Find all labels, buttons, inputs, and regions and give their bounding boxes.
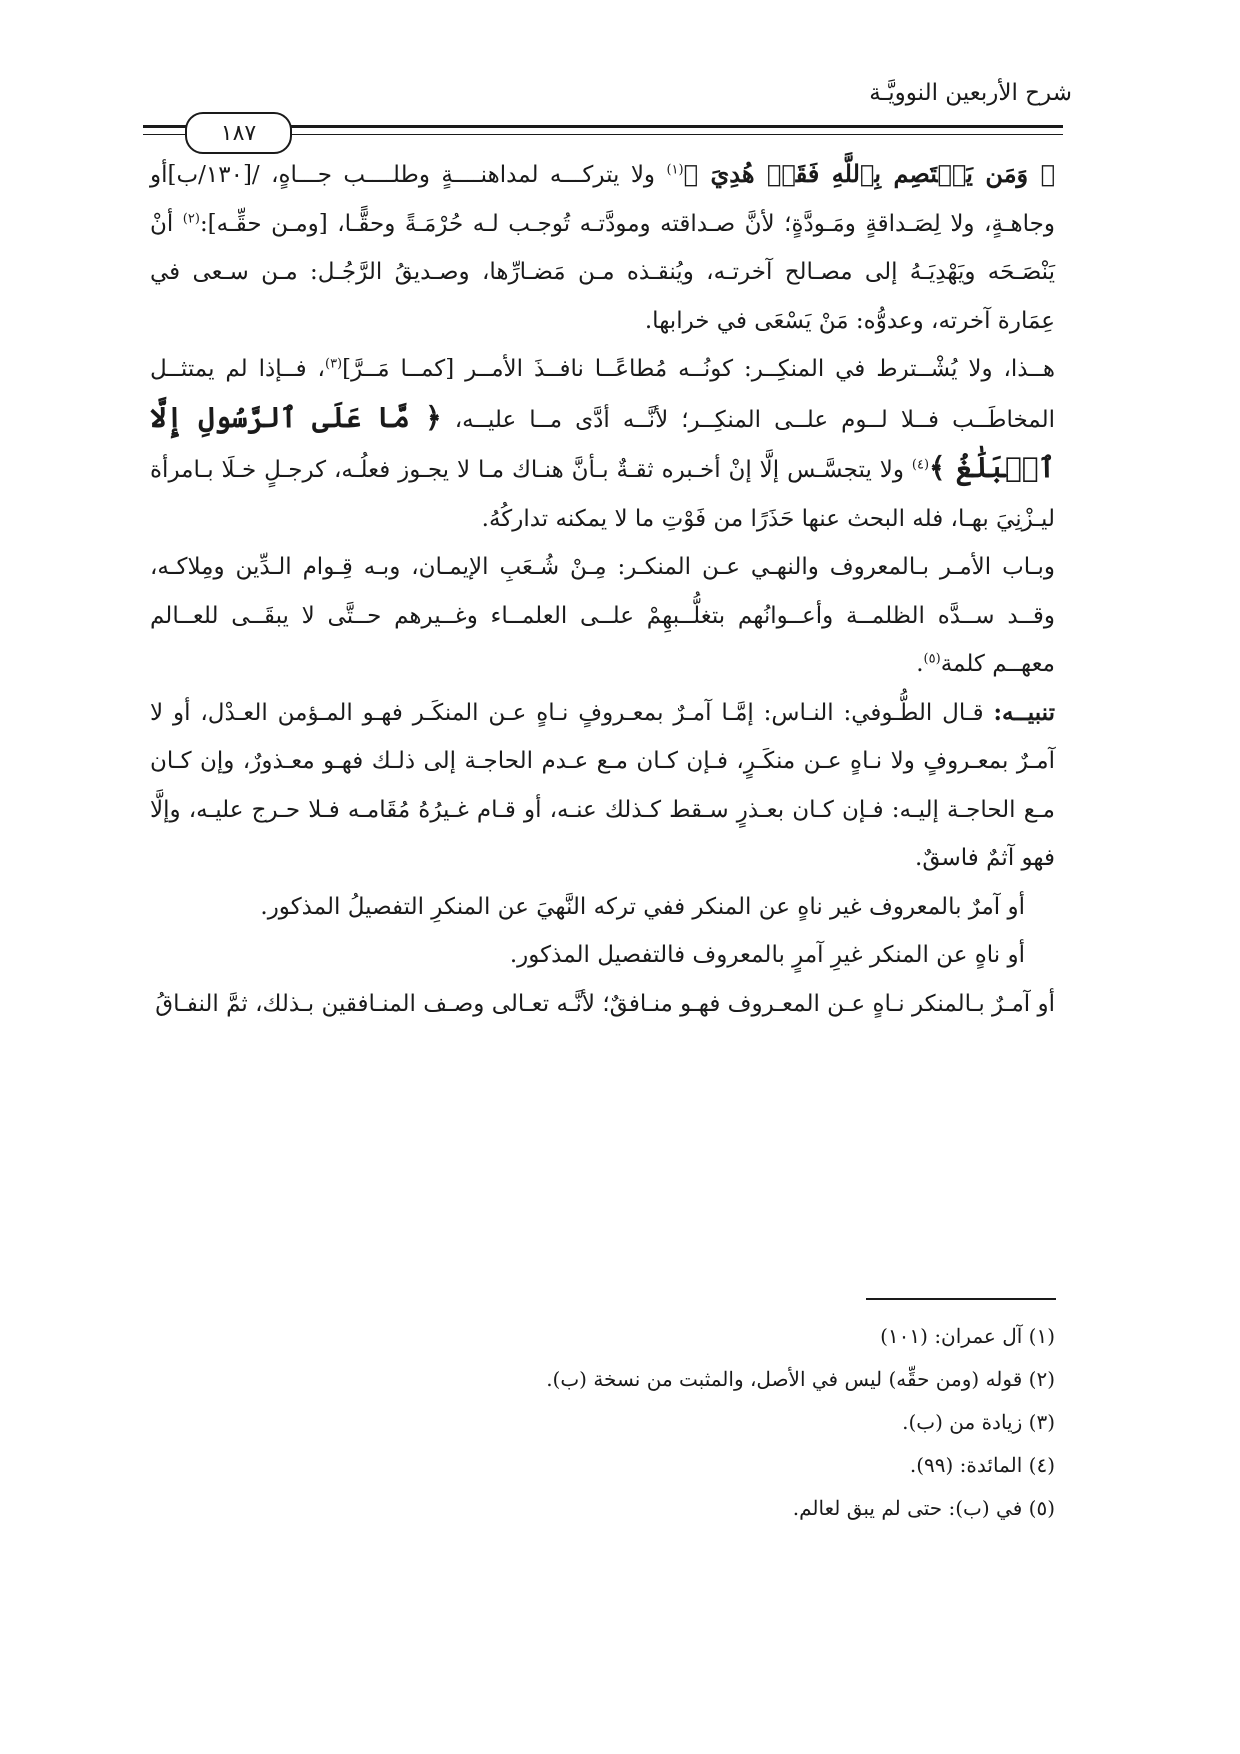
paragraph-2: هــذا، ولا يُشْــترط في المنكِــر: كونُــه مُطاعًــا نافــذَ الأمــر [كمــا مَــرَّ]$^{(٣)}$، فــإذا لم يمتثــل المخاطَــب فــلا لــوم علــى المنكِــر؛ لأنَّــه أدَّى مــا عليــه، ﴿ مَّا عَلَى ٱلرَّسُولِ إِلَّا ٱلۡبَلَٰغُ ﴾$^{(٤)}$ ولا يتجسَّـس إلَّا إنْ أخـبره ثقـةٌ بـأنَّ هنـاك مـا لا يجـوز فعلُـه، كرجـلٍ خـلَا بـامرأة ليـزْنِيَ بهـا، فله البحث عنها حَذَرًا من فَوْتِ ما لا يمكنه تداركُهُ. xyxy=(150,356,1055,532)
footnote-ref: (٢) xyxy=(182,210,200,226)
footnote-separator xyxy=(866,1298,1056,1300)
page-number: ١٨٧ xyxy=(185,112,292,154)
footnote-item: (٥) في (ب): حتى لم يبق لعالم. xyxy=(792,1496,1055,1520)
footnote-ref: (٤) xyxy=(911,457,930,473)
footnote-ref: (٣) xyxy=(324,356,343,372)
main-text xyxy=(150,150,1055,1028)
footnote-ref: (١) xyxy=(666,162,684,178)
footnote-item: (٣) زيادة من (ب). xyxy=(902,1410,1055,1434)
quran-verse: ﴿ مَّا عَلَى ٱلرَّسُولِ إِلَّا ٱلۡبَلَٰغُ ﴾ xyxy=(150,400,1055,484)
paragraph-1: ﴿ وَمَن يَعۡتَصِم بِٱللَّهِ فَقَدۡ هُدِيَ ﴾$^{(١)}$ ولا يتركـــه لمداهنــــةٍ وطلــــب جـــاهٍ، /[١٣٠/ب]أو وجاهـةٍ، ولا لِصَـداقةٍ ومَـودَّةٍ؛ لأنَّ صـداقته ومودَّتـه تُوجـب لـه حُرْمَـةً وحقًّـا، [ومـن حقِّـه]:$^{(٢)}$ أنْ يَنْصَـحَه ويَهْدِيَـهُ إلى مصـالح آخرتـه، ويُنقـذه مـن مَضـارِّها، وصـديقُ الرَّجُـل: مـن سـعى في عِمَارة آخرته، وعدوُّه: مَنْ يَسْعَى في خرابها. xyxy=(150,159,1056,334)
footnote-ref: (٥) xyxy=(923,651,941,667)
quran-verse: ﴿ وَمَن يَعۡتَصِم بِٱللَّهِ فَقَدۡ هُدِيَ ﴾ xyxy=(683,159,1055,188)
paragraph-4: تنبيــه: قـال الطُّـوفي: النـاس: إمَّـا آمـرٌ بمعـروفٍ نـاهٍ عـن المنكَـر فهـو المـؤمن العـدْل، أو لا آمـرٌ بمعـروفٍ ولا نـاهٍ عـن منكَـرٍ، فـإن كـان مـع عـدم الحاجـة إلى ذلـك فهـو معـذورٌ، وإن كـان مـع الحاجـة إليـه: فـإن كـان بعـذرٍ سـقط كـذلك عنـه، أو قـام غـيرُهُ مُقَامـه فـلا حـرج عليـه، وإلَّا فهو آثمٌ فاسقٌ. xyxy=(150,698,1055,871)
paragraph-3: وبـاب الأمـر بـالمعروف والنهـي عـن المنكـر: مِـنْ شُـعَبِ الإيمـان، وبـه قِـوام الـدِّين ومِلاكـه، وقــد ســدَّه الظلمــة وأعــوانُهم بتغلُّــبهِمْ علــى العلمــاء وغــيرهم حــتَّى لا يبقَــى للعــالم معهــم كلمة$^{(٥)}$. xyxy=(150,554,1055,677)
footnote-item: (٤) المائدة: (٩٩). xyxy=(909,1453,1055,1477)
footnote-item: (٢) قوله (ومن حقِّه) ليس في الأصل، والمثبت من نسخة (ب). xyxy=(546,1367,1055,1391)
footnote-item: (١) آل عمران: (١٠١) xyxy=(880,1324,1055,1348)
paragraph-5: أو آمرٌ بالمعروف غير ناهٍ عن المنكر ففي تركه النَّهيَ عن المنكرِ التفصيلُ المذكور. xyxy=(260,893,1025,920)
paragraph-7: أو آمـرٌ بـالمنكر نـاهٍ عـن المعـروف فهـو منـافقٌ؛ لأنَّـه تعـالى وصـف المنـافقين بـذلك، ثمَّ النفـاقُ xyxy=(155,990,1055,1017)
footnotes xyxy=(150,1315,1055,1530)
paragraph-6: أو ناهٍ عن المنكر غيرِ آمرٍ بالمعروف فالتفصيل المذكور. xyxy=(509,942,1025,968)
running-title: شرح الأربعين النوويَّـة xyxy=(869,80,1072,106)
note-label: تنبيــه: xyxy=(993,698,1055,726)
